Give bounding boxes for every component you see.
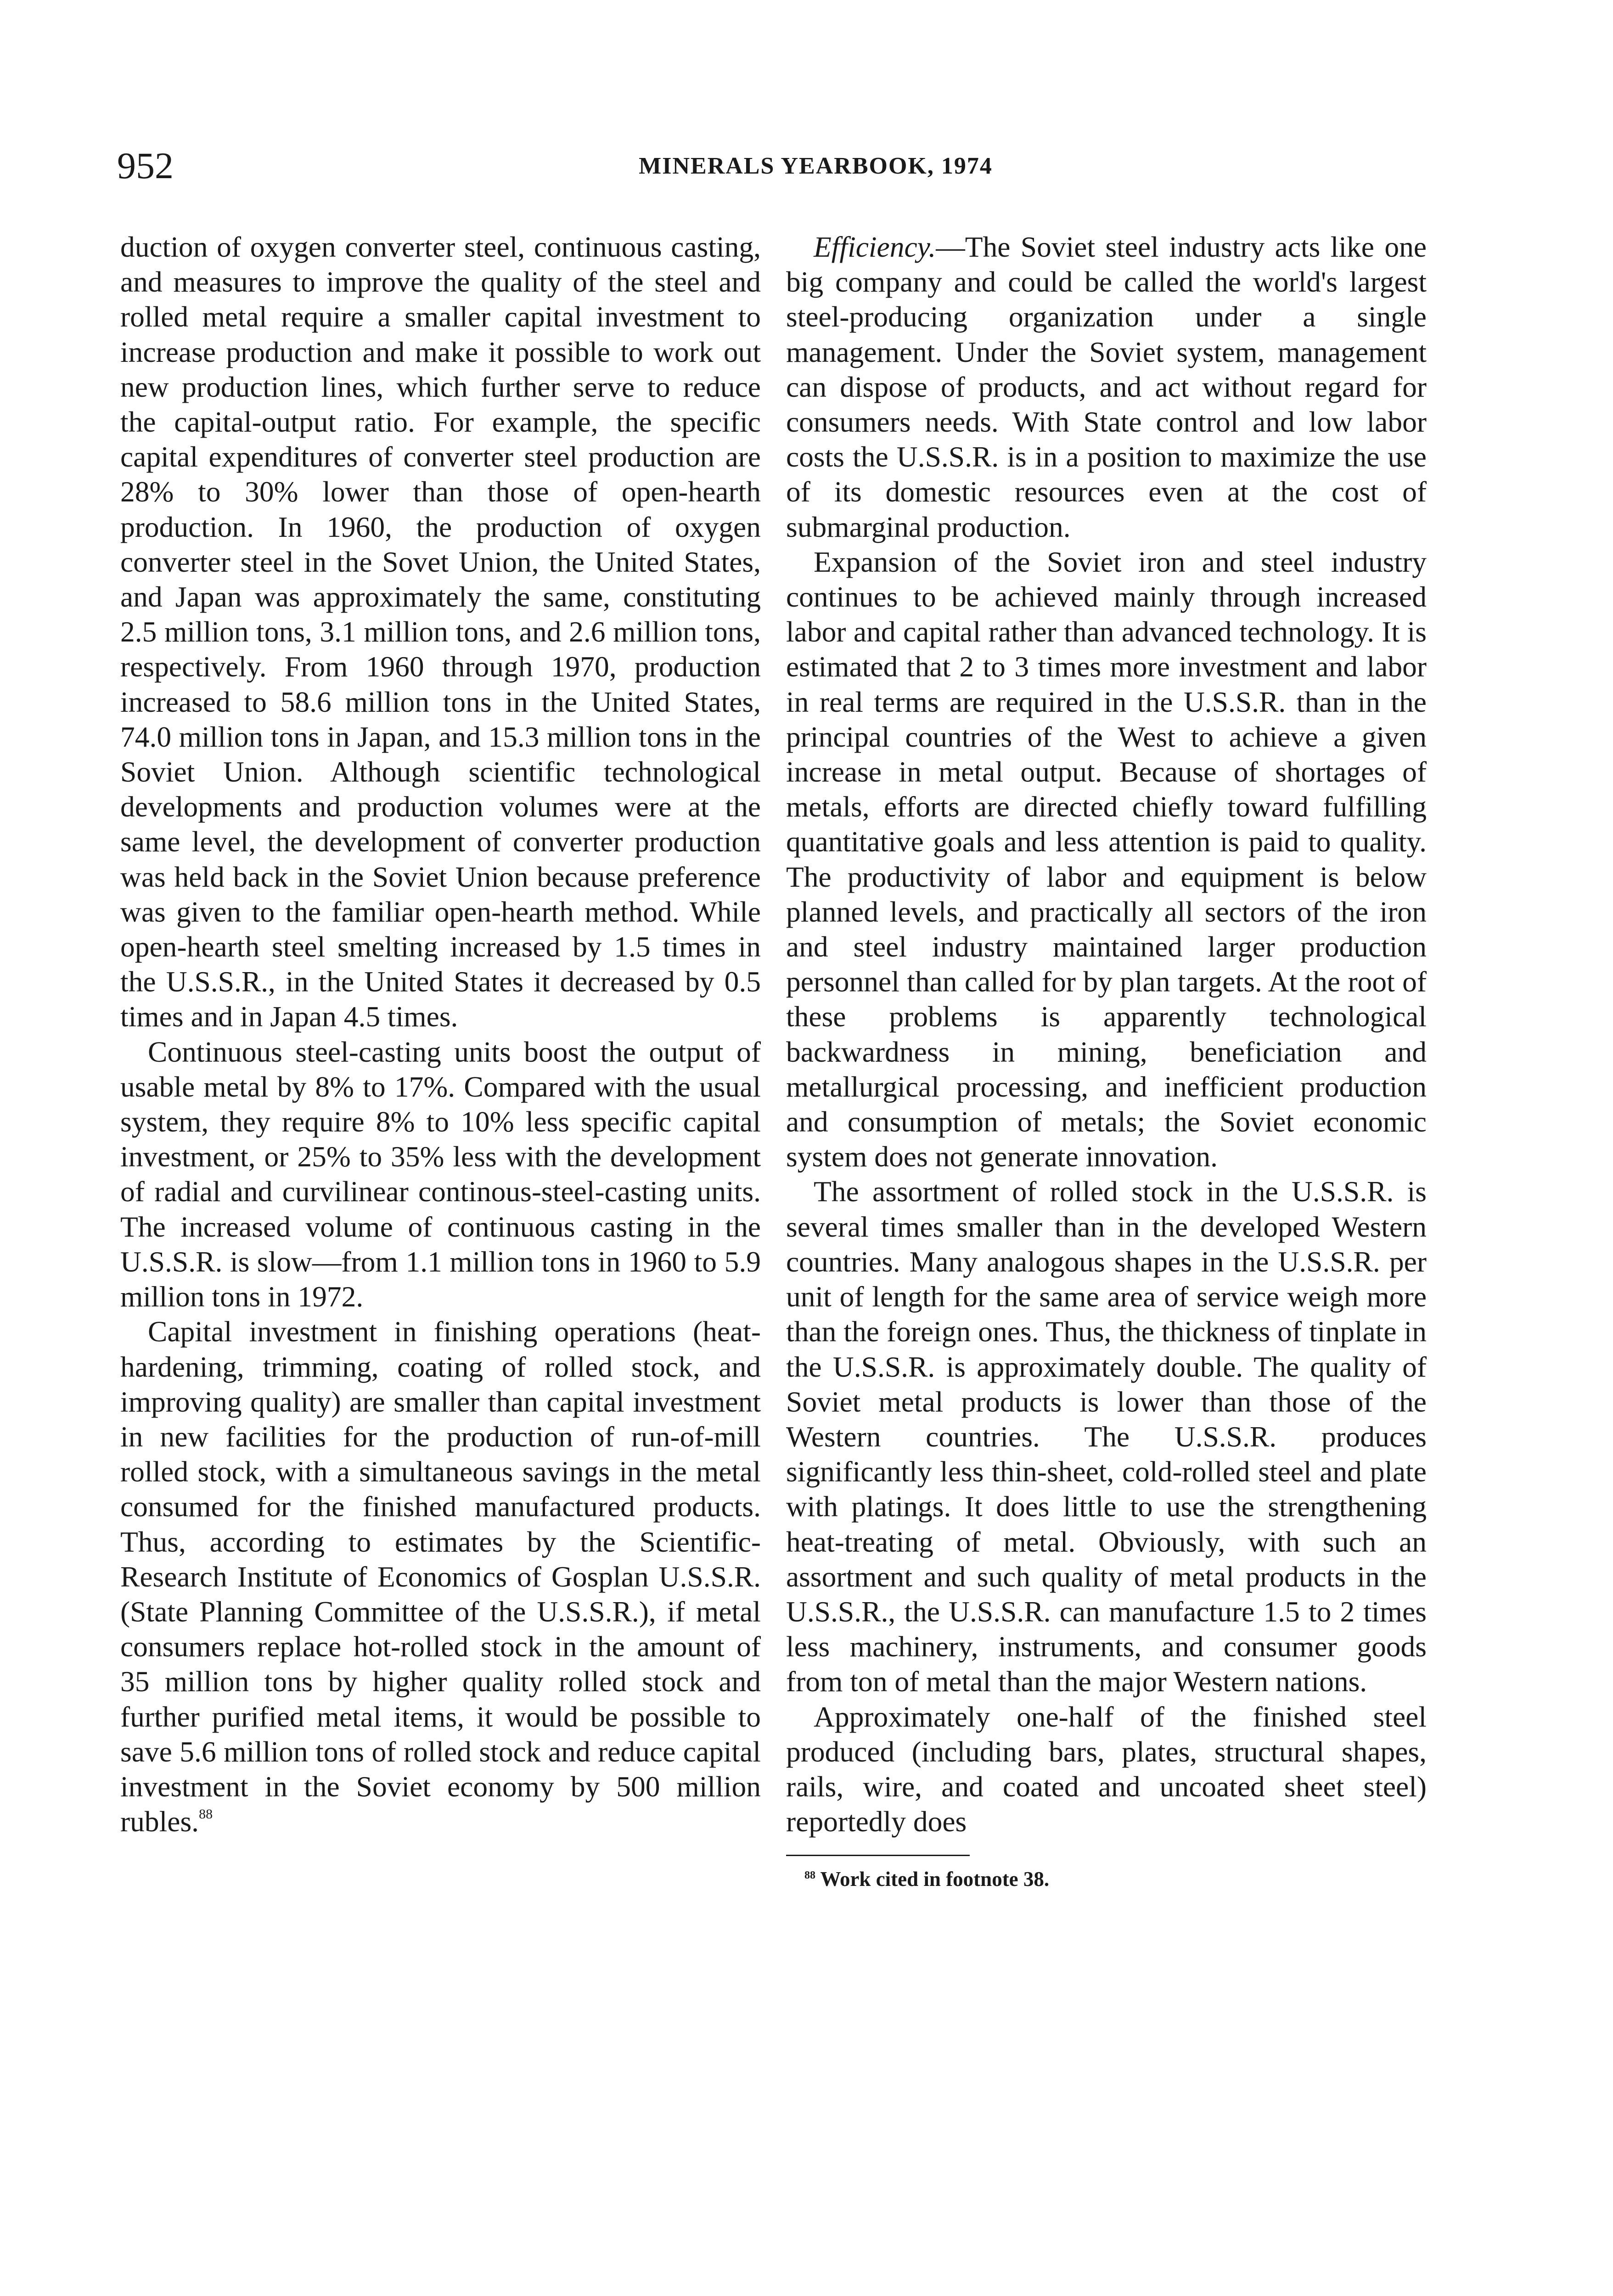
paragraph-right-1-text: —The Soviet steel industry acts like one big company and could be called the world's largest steel-producing organization under a single management. Under the Soviet system, management can dispose of products, and act without regard for consumers needs. With State control and low labor costs the U.S.S.R. is in a position to maximize the use of its domestic resources even at the cost of submarginal production. <box>786 231 1427 543</box>
footnote <box>786 1866 1427 1892</box>
footnote-reference: 88 <box>199 1806 213 1822</box>
paragraph-right-4: Approximately one-half of the finished steel produced (including bars, plates, structural shapes, rails, wire, and coated and uncoated sheet steel) reportedly does <box>786 1700 1427 1838</box>
left-column <box>120 230 761 1839</box>
paragraph-right-3: The assortment of rolled stock in the U.S.S.R. is several times smaller than in the developed Western countries. Many analogous shapes in the U.S.S.R. per unit of length for the same area of service weigh more than the foreign ones. Thus, the thickness of tinplate in the U.S.S.R. is approximately double. The quality of Soviet metal products is lower than those of the Western countries. The U.S.S.R. produces significantly less thin-sheet, cold-rolled steel and plate with platings. It does little to use the strengthening heat-treating of metal. Obviously, with such an assortment and such quality of metal products in the U.S.S.R., the U.S.S.R. can manufacture 1.5 to 2 times less machinery, instruments, and consumer goods from ton of metal than the major Western nations. <box>786 1175 1427 1698</box>
section-runin-heading: Efficiency. <box>814 231 936 263</box>
footnote-divider <box>786 1855 970 1856</box>
paragraph-left-3-text: Capital investment in finishing operations (heat-hardening, trimming, coating of rolled stock, and improving quality) are smaller than capital investment in new facilities for the production of run-of-mill rolled stock, with a simultaneous savings in the metal consumed for the finished manufactured products. Thus, according to estimates by the Scientific-Research Institute of Economics of Gosplan U.S.S.R. (State Planning Committee of the U.S.S.R.), if metal consumers replace hot-rolled stock in the amount of 35 million tons by higher quality rolled stock and further purified metal items, it would be possible to save 5.6 million tons of rolled stock and reduce capital investment in the Soviet economy by 500 million rubles. <box>120 1315 761 1838</box>
paragraph-left-3 <box>120 1314 761 1839</box>
right-column <box>786 230 1427 1892</box>
page-number: 952 <box>117 145 174 186</box>
paragraph-left-1: duction of oxygen converter steel, continuous casting, and measures to improve the quality of the steel and rolled metal require a smaller capital investment to increase production and make it possible to work out new production lines, which further serve to reduce the capital-output ratio. For example, the specific capital expenditures of converter steel production are 28% to 30% lower than those of open-hearth production. In 1960, the production of oxygen converter steel in the Sovet Union, the United States, and Japan was approximately the same, constituting 2.5 million tons, 3.1 million tons, and 2.6 million tons, respectively. From 1960 through 1970, production increased to 58.6 million tons in the United States, 74.0 million tons in Japan, and 15.3 million tons in the Soviet Union. Although scientific technological developments and production volumes were at the same level, the development of converter production was held back in the Soviet Union because preference was given to the familiar open-hearth method. While open-hearth steel smelting increased by 1.5 times in the U.S.S.R., in the United States it decreased by 0.5 times and in Japan 4.5 times. <box>120 231 761 1033</box>
footnote-text: Work cited in footnote 38. <box>820 1868 1050 1891</box>
paragraph-right-1 <box>786 230 1427 545</box>
running-head: MINERALS YEARBOOK, 1974 <box>639 153 993 179</box>
paragraph-left-2: Continuous steel-casting units boost the output of usable metal by 8% to 17%. Compared with the usual system, they require 8% to 10% less specific capital investment, or 25% to 35% less with the development of radial and curvilinear continous-steel-casting units. The increased volume of continuous casting in the U.S.S.R. is slow—from 1.1 million tons in 1960 to 5.9 million tons in 1972. <box>120 1035 761 1313</box>
footnote-number: 88 <box>804 1869 815 1882</box>
paragraph-right-2: Expansion of the Soviet iron and steel industry continues to be achieved mainly through increased labor and capital rather than advanced technology. It is estimated that 2 to 3 times more investment and labor in real terms are required in the U.S.S.R. than in the principal countries of the West to achieve a given increase in metal output. Because of shortages of metals, efforts are directed chiefly toward fulfilling quantitative goals and less attention is paid to quality. The productivity of labor and equipment is below planned levels, and practically all sectors of the iron and steel industry maintained larger production personnel than called for by plan targets. At the root of these problems is apparently technological backwardness in mining, beneficiation and metallurgical processing, and inefficient production and consumption of metals; the Soviet economic system does not generate innovation. <box>786 545 1427 1173</box>
